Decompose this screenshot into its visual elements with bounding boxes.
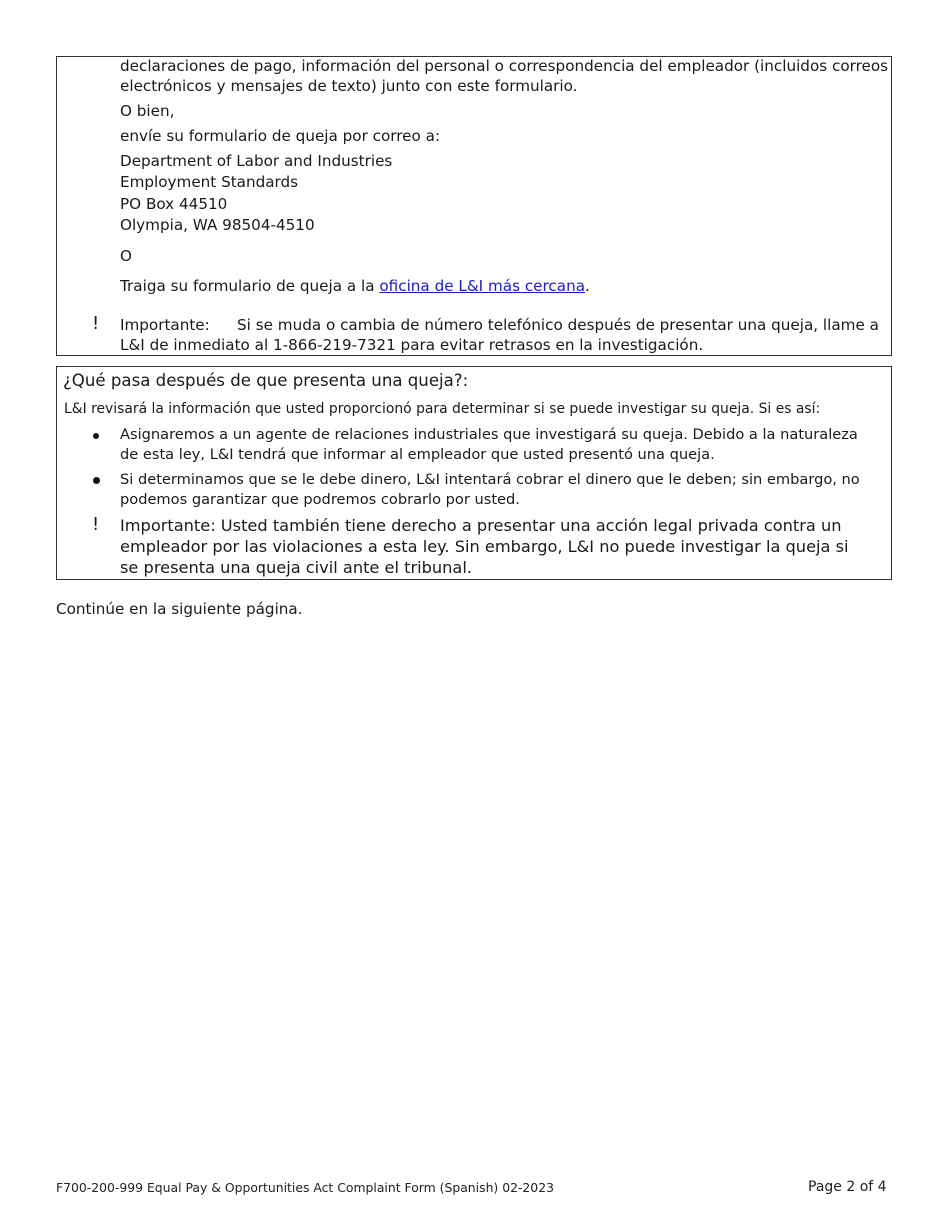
instructions-line-2: electrónicos y mensajes de texto) junto con este formulario. <box>120 77 578 95</box>
bring-prefix: Traiga su formulario de queja a la <box>120 277 380 295</box>
bullet-2-line-1: Si determinamos que se le debe dinero, L&I intentará cobrar el dinero que le deben; sin embargo, no <box>120 471 860 488</box>
bullet-1-line-2: de esta ley, L&I tendrá que informar al empleador que usted presentó una queja. <box>120 446 715 463</box>
important-line-2: empleador por las violaciones a esta ley. Sin embargo, L&I no puede investigar la queja si <box>120 537 849 556</box>
bullet-icon <box>93 477 100 484</box>
important-label: Importante: <box>120 316 210 334</box>
bring-suffix: . <box>585 277 590 295</box>
bullet-2-line-2: podemos garantizar que podremos cobrarlo por usted. <box>120 491 520 508</box>
address-line-2: Employment Standards <box>120 173 299 191</box>
section-intro: L&I revisará la información que usted proporcionó para determinar si se puede investigar su queja. Si es así: <box>64 401 821 417</box>
important-line-3: se presenta una queja civil ante el tribunal. <box>120 558 472 577</box>
or-text-2: O <box>120 247 132 265</box>
important-line-2: L&I de inmediato al 1-866-219-7321 para evitar retrasos en la investigación. <box>120 336 704 354</box>
important-line-1: Si se muda o cambia de número telefónico después de presentar una queja, llame a <box>237 316 879 334</box>
or-text: O bien, <box>120 102 175 120</box>
bullet-icon <box>93 433 99 439</box>
footer-form-id: F700-200-999 Equal Pay & Opportunities Act Complaint Form (Spanish) 02-2023 <box>56 1180 554 1195</box>
address-line-3: PO Box 44510 <box>120 195 228 213</box>
important-line-1: Importante: Usted también tiene derecho a presentar una acción legal privada contra un <box>120 516 842 535</box>
bullet-1-line-1: Asignaremos a un agente de relaciones industriales que investigará su queja. Debido a la naturaleza <box>120 426 858 443</box>
address-line-1: Department of Labor and Industries <box>120 152 393 170</box>
mail-intro: envíe su formulario de queja por correo a: <box>120 127 441 145</box>
nearest-office-link[interactable]: oficina de L&I más cercana <box>379 277 586 295</box>
page-number: Page 2 of 4 <box>808 1179 887 1195</box>
section-heading: ¿Qué pasa después de que presenta una queja?: <box>63 371 469 390</box>
continue-text: Continúe en la siguiente página. <box>56 600 303 618</box>
address-line-4: Olympia, WA 98504-4510 <box>120 216 315 234</box>
exclamation-icon: ! <box>92 313 100 334</box>
instructions-line-1: declaraciones de pago, información del personal o correspondencia del empleador (incluidos correos <box>120 57 889 75</box>
exclamation-icon: ! <box>92 514 100 535</box>
bring-form-line <box>120 276 590 296</box>
